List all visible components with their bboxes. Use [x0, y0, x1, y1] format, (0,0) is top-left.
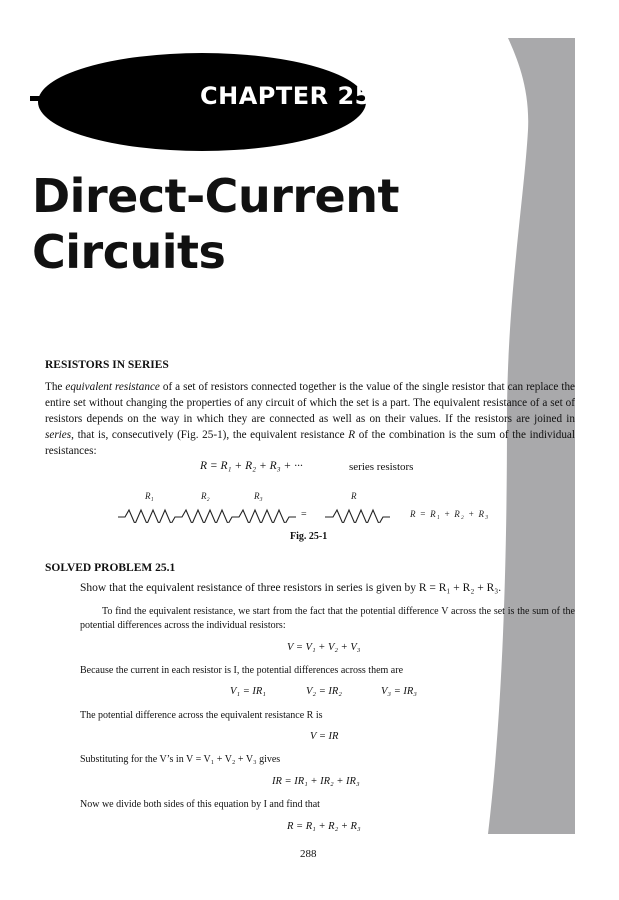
- solution-para-5: Now we divide both sides of this equation by I and find that: [80, 799, 320, 810]
- term-series: series: [45, 429, 72, 441]
- equation-1: V = V₁ + V₂ + V₃: [287, 642, 361, 653]
- resistor-chain-zigzag: [118, 510, 296, 523]
- term-equivalent-resistance: equivalent resistance: [65, 381, 160, 393]
- solution-para-1: To find the equivalent resistance, we start from the fact that the potential difference V across the set is the sum of the potential differences across the individual resistors:: [80, 606, 575, 631]
- equation-2a: V₁ = IR₁: [230, 686, 266, 697]
- figure-caption: Fig. 25-1: [290, 531, 328, 542]
- series-equation-label: series resistors: [349, 461, 414, 473]
- para-text-4: of the combination is the sum of the individual resistances:: [45, 429, 575, 457]
- label-R1: R₁: [145, 491, 154, 501]
- figure-formula: R = R₁ + R₂ + R₃: [410, 509, 490, 519]
- equivalent-resistor-zigzag: [325, 510, 390, 523]
- solution-para-4: Substituting for the V’s in V = V₁ + V₂ + V₃ gives: [80, 754, 281, 765]
- chapter-rule: [30, 96, 166, 101]
- var-R: R: [348, 429, 356, 441]
- page-number: 288: [300, 848, 317, 860]
- section-heading: RESISTORS IN SERIES: [45, 359, 169, 371]
- series-equation: R = R₁ + R₂ + R₃ + ···: [200, 460, 303, 472]
- figure-equals: =: [301, 509, 307, 520]
- chapter-title-line1: Direct-Current: [32, 169, 399, 223]
- intro-paragraph: [45, 379, 575, 459]
- para-text-1: The: [45, 381, 66, 393]
- label-R2: R₂: [201, 491, 210, 501]
- solution-para-3: The potential difference across the equivalent resistance R is: [80, 710, 323, 721]
- problem-statement: Show that the equivalent resistance of three resistors in series is given by R = R₁ + R₂ + R₃.: [80, 582, 502, 594]
- equation-2b: V₂ = IR₂: [306, 686, 342, 697]
- label-R3: R₃: [254, 491, 263, 501]
- label-R: R: [351, 491, 357, 501]
- chapter-label: CHAPTER 25: [200, 82, 372, 110]
- equation-4: IR = IR₁ + IR₂ + IR₃: [272, 776, 360, 787]
- chapter-title-line2: Circuits: [32, 225, 226, 279]
- resistor-figure: [115, 487, 515, 523]
- equation-5: R = R₁ + R₂ + R₃: [287, 821, 361, 832]
- solution-para-2: Because the current in each resistor is I, the potential differences across them are: [80, 665, 404, 676]
- para-text-2: of a set of resistors connected together is the value of the single resistor that can replace the entire set without changing the properties of any circuit of which the set is a part. The equivalent resistance of a set of resistors depends on the way in which they are connected as well as on their values. If the resistors are joined in: [45, 381, 576, 425]
- chapter-title: [32, 168, 399, 280]
- problem-heading: SOLVED PROBLEM 25.1: [45, 562, 176, 574]
- equation-3: V = IR: [310, 731, 339, 742]
- para-text-3: , that is, consecutively (Fig. 25-1), the equivalent resistance: [71, 429, 349, 441]
- equation-2c: V₃ = IR₃: [381, 686, 417, 697]
